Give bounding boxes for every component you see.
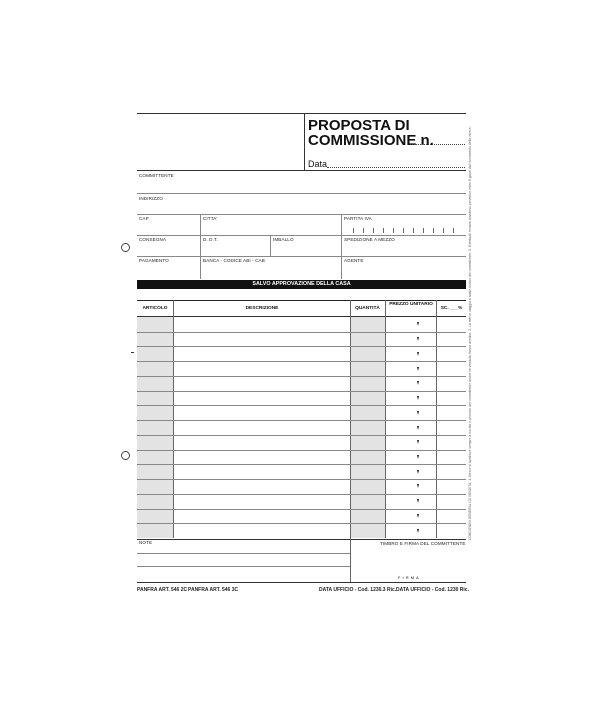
col-quantita: QUANTITÀ — [355, 306, 380, 311]
bottom-line — [137, 582, 466, 583]
spedizione-label: SPEDIZIONE A MEZZO — [344, 237, 395, 242]
table-row[interactable] — [137, 346, 466, 360]
date-label: Data — [308, 159, 328, 169]
header-divider — [304, 113, 305, 170]
table-row[interactable] — [137, 464, 466, 478]
cap-row-line — [137, 235, 466, 236]
note-line-2[interactable] — [137, 566, 350, 567]
col-descrizione: DESCRIZIONE — [245, 306, 279, 311]
partita-iva-label: PARTITA IVA — [344, 216, 372, 221]
table-row[interactable] — [137, 332, 466, 346]
consegna-label: CONSEGNA — [139, 237, 167, 242]
consegna-row-line — [137, 256, 466, 257]
table-row[interactable] — [137, 361, 466, 375]
col-sconto: SC. ___% — [440, 306, 463, 311]
committente-label: COMMITTENTE — [139, 173, 174, 178]
cap-label: CAP — [139, 216, 149, 221]
partita-iva-boxes[interactable] — [344, 228, 465, 234]
cap-divider — [200, 214, 201, 235]
side-conditions-text: CONDIZIONI GENERALI DI VENDITA: 1. Merce si spedisce sempre a rischio e pericolo del committente anche se venduta franco destino. 2. La merce viaggia a totale rischio del committente. 3. Eventuali reclami dovranno pervenire entro 8 giorni dal ricevimento della merce. — [468, 126, 472, 540]
table-row[interactable] — [137, 376, 466, 390]
footer-art-3c: PANFRA ART. 546 3C — [188, 587, 239, 593]
punch-hole-bottom — [121, 451, 130, 460]
pagamento-divider — [200, 256, 201, 279]
indirizzo-label: INDIRIZZO — [139, 196, 163, 201]
citta-divider — [341, 214, 342, 235]
firma-label: F I R M A — [398, 575, 420, 580]
indirizzo-field[interactable] — [137, 214, 466, 215]
banca-label: BANCA - CODICE ABI - CAB — [203, 258, 265, 263]
agente-label: AGENTE — [344, 258, 364, 263]
footer-cod-1230-3: DATA UFFICIO - Cod. 1230.3 Ric. — [319, 587, 397, 593]
citta-label: CITTA' — [203, 216, 218, 221]
punch-hole-top — [121, 243, 130, 252]
table-row[interactable] — [137, 317, 466, 331]
header-bottom-line — [137, 170, 466, 171]
banca-divider — [341, 256, 342, 279]
col-articolo: ARTICOLO — [142, 306, 168, 311]
col-prezzo-unitario: PREZZO UNITARIO — [389, 302, 433, 307]
footer-art-2c: PANFRA ART. 546 2C — [137, 587, 188, 593]
table-row[interactable] — [137, 435, 466, 449]
form-title-line2: COMMISSIONE n. — [308, 132, 434, 149]
imballo-divider — [341, 235, 342, 256]
number-field[interactable] — [410, 144, 465, 145]
form-title-line1: PROPOSTA DI — [308, 117, 410, 134]
approval-banner: SALVO APPROVAZIONE DELLA CASA — [137, 280, 466, 289]
table-row[interactable] — [137, 523, 466, 537]
date-field[interactable] — [327, 167, 465, 168]
note-label: NOTE — [139, 540, 153, 545]
note-line-1[interactable] — [137, 553, 350, 554]
timbro-label: TIMBRO E FIRMA DEL COMMITTENTE — [380, 541, 466, 546]
table-row[interactable] — [137, 509, 466, 523]
ddt-divider — [270, 235, 271, 256]
pagamento-label: PAGAMENTO — [139, 258, 169, 263]
imballo-label: IMBALLO — [273, 237, 294, 242]
footer-cod-1230: DATA UFFICIO - Cod. 1230 Ric. — [396, 587, 469, 593]
header-top-line — [137, 113, 466, 114]
table-row[interactable] — [137, 420, 466, 434]
note-divider — [350, 538, 351, 582]
table-row[interactable] — [137, 405, 466, 419]
table-row[interactable] — [137, 450, 466, 464]
fold-mark — [131, 352, 134, 353]
table-row[interactable] — [137, 479, 466, 493]
table-row[interactable] — [137, 494, 466, 508]
consegna-divider — [200, 235, 201, 256]
table-row[interactable] — [137, 391, 466, 405]
ddt-label: D. D.T. — [203, 237, 218, 242]
committente-field[interactable] — [137, 193, 466, 194]
